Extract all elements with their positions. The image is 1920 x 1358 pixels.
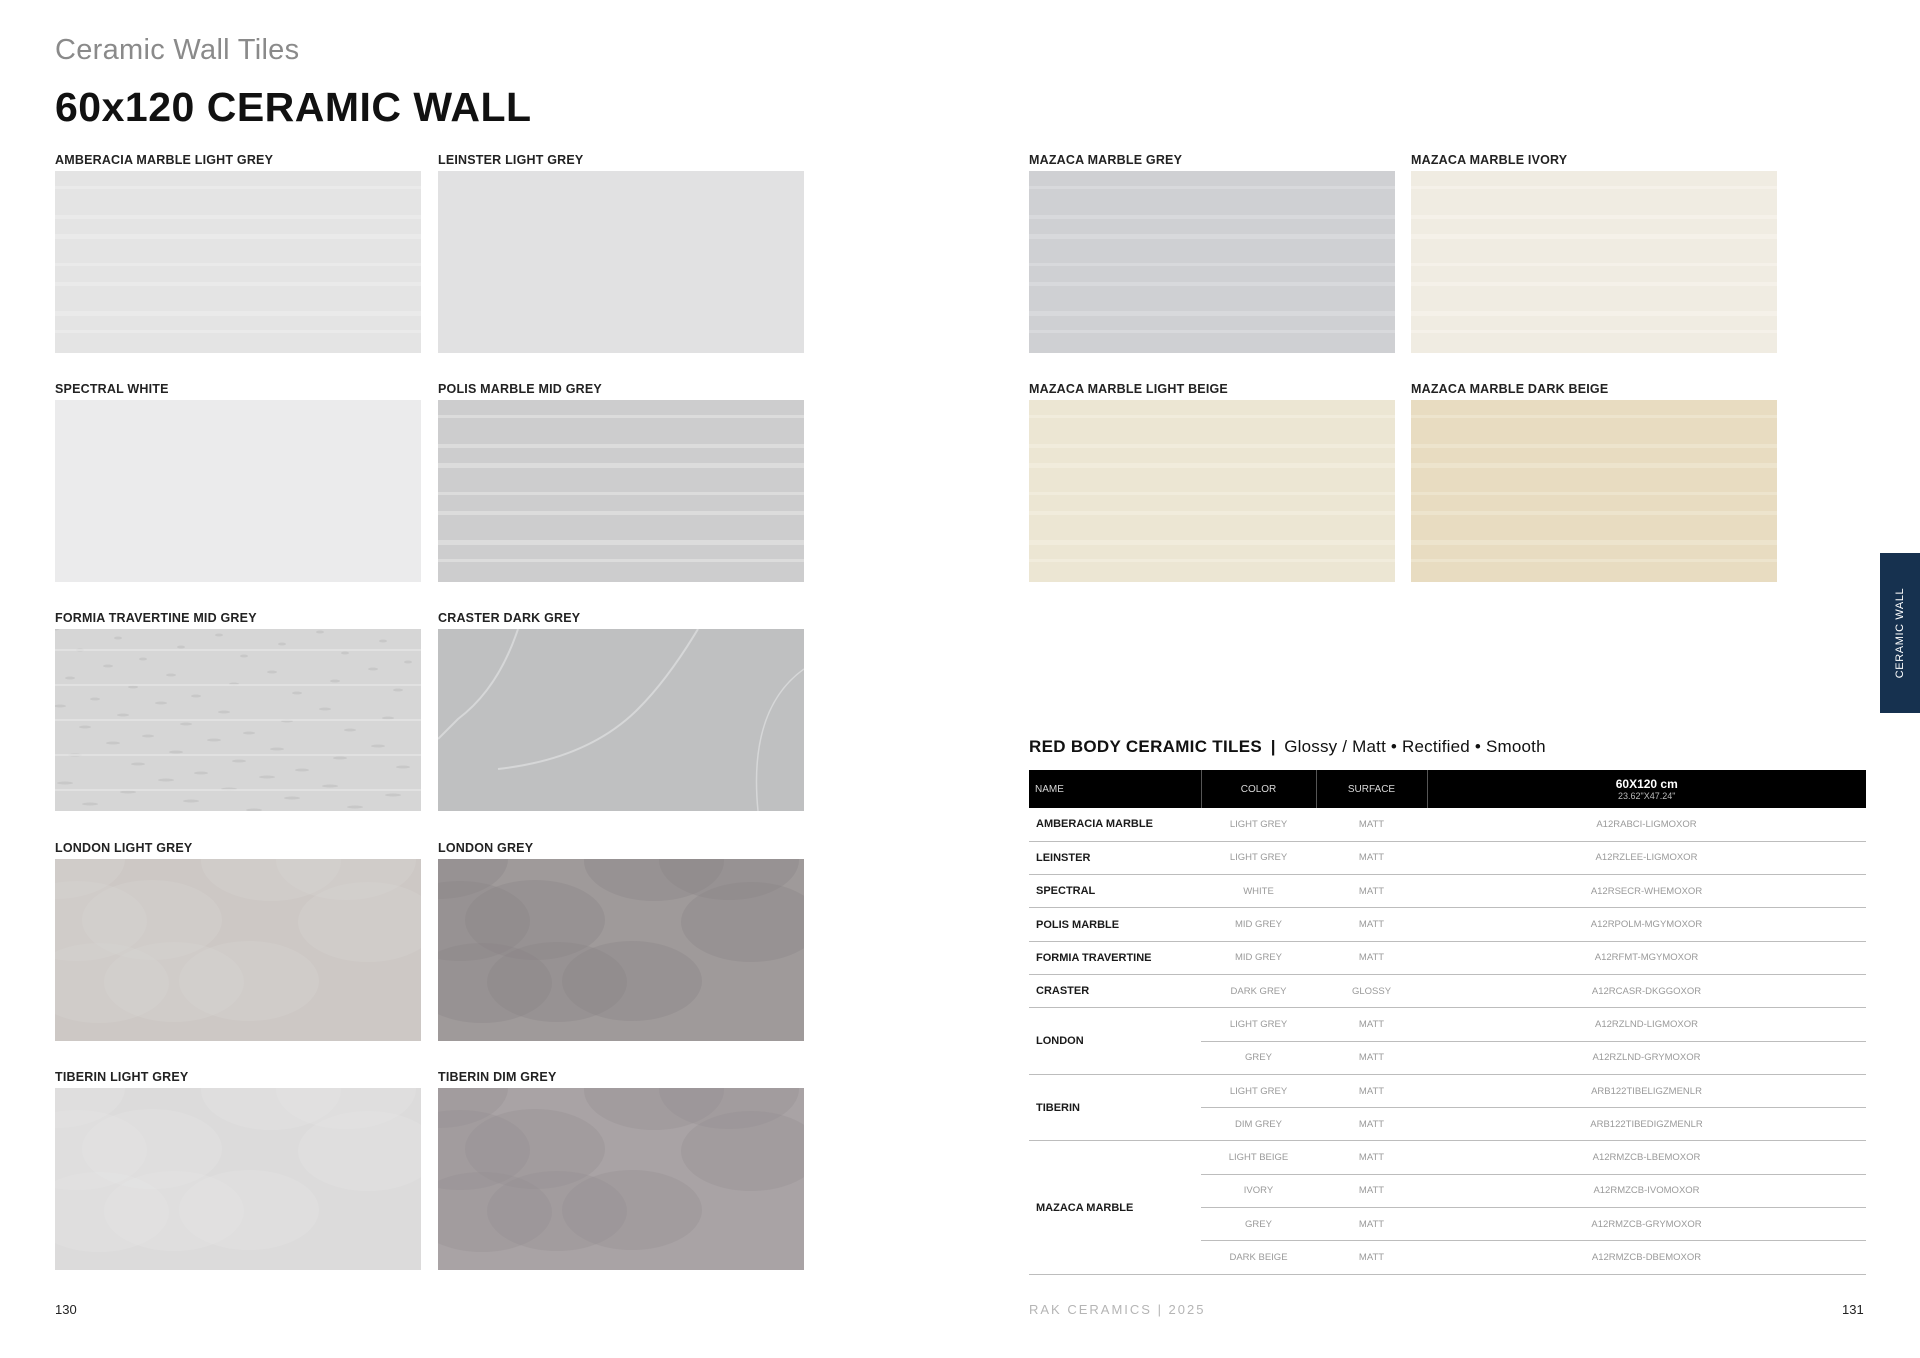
cell-color: DIM GREY <box>1201 1108 1316 1141</box>
header-name: NAME <box>1029 770 1201 808</box>
cell-surface: GLOSSY <box>1316 974 1427 1007</box>
tile-label: CRASTER DARK GREY <box>438 611 581 625</box>
tile-card <box>55 382 421 582</box>
tile-swatch <box>438 400 804 582</box>
cell-code: A12RPOLM-MGYMOXOR <box>1427 908 1866 941</box>
tile-card <box>55 611 421 811</box>
cell-color: WHITE <box>1201 875 1316 908</box>
cell-surface: MATT <box>1316 1241 1427 1274</box>
cell-surface: MATT <box>1316 875 1427 908</box>
cell-name: CRASTER <box>1029 974 1201 1007</box>
cell-code: A12RABCI-LIGMOXOR <box>1427 808 1866 841</box>
table-row <box>1029 941 1866 974</box>
cell-code: A12RMZCB-GRYMOXOR <box>1427 1208 1866 1241</box>
cell-surface: MATT <box>1316 1008 1427 1041</box>
table-heading-separator: | <box>1270 737 1276 756</box>
tile-swatch <box>438 1088 804 1270</box>
cell-name: MAZACA MARBLE <box>1029 1141 1201 1274</box>
side-tab[interactable] <box>1880 553 1920 713</box>
table-heading <box>1029 737 1546 757</box>
section-subtitle: Ceramic Wall Tiles <box>55 34 300 66</box>
cell-name: LEINSTER <box>1029 841 1201 874</box>
cell-color: MID GREY <box>1201 941 1316 974</box>
tile-label: LONDON GREY <box>438 841 534 855</box>
header-color: COLOR <box>1201 770 1316 808</box>
table-header-row <box>1029 770 1866 808</box>
cell-name: LONDON <box>1029 1008 1201 1075</box>
tile-swatch <box>1411 171 1777 353</box>
cell-code: A12RZLND-GRYMOXOR <box>1427 1041 1866 1074</box>
table-row <box>1029 808 1866 841</box>
tile-swatch <box>55 400 421 582</box>
cell-color: LIGHT GREY <box>1201 808 1316 841</box>
cell-color: GREY <box>1201 1208 1316 1241</box>
cell-code: A12RMZCB-DBEMOXOR <box>1427 1241 1866 1274</box>
cell-color: LIGHT BEIGE <box>1201 1141 1316 1174</box>
tile-label: LEINSTER LIGHT GREY <box>438 153 584 167</box>
tile-swatch <box>438 171 804 353</box>
tile-card <box>1411 382 1777 582</box>
spec-table <box>1029 770 1866 1275</box>
tile-label: MAZACA MARBLE LIGHT BEIGE <box>1029 382 1228 396</box>
cell-surface: MATT <box>1316 1174 1427 1207</box>
table-heading-finish: Glossy / Matt • Rectified • Smooth <box>1284 737 1546 756</box>
tile-label: FORMIA TRAVERTINE MID GREY <box>55 611 257 625</box>
cell-code: A12RZLEE-LIGMOXOR <box>1427 841 1866 874</box>
cell-color: DARK BEIGE <box>1201 1241 1316 1274</box>
page-number-right: 131 <box>1842 1302 1864 1317</box>
cell-surface: MATT <box>1316 1074 1427 1107</box>
tile-swatch <box>438 629 804 811</box>
cell-code: A12RMZCB-LBEMOXOR <box>1427 1141 1866 1174</box>
cell-color: LIGHT GREY <box>1201 1008 1316 1041</box>
tile-card <box>55 153 421 353</box>
tile-swatch <box>55 859 421 1041</box>
cell-code: A12RCASR-DKGGOXOR <box>1427 974 1866 1007</box>
tile-card <box>55 841 421 1041</box>
side-tab-label: CERAMIC WALL <box>1894 587 1906 679</box>
cell-code: A12RSECR-WHEMOXOR <box>1427 875 1866 908</box>
cell-surface: MATT <box>1316 1108 1427 1141</box>
cell-surface: MATT <box>1316 908 1427 941</box>
table-row <box>1029 908 1866 941</box>
cell-surface: MATT <box>1316 841 1427 874</box>
page-number-left: 130 <box>55 1302 77 1317</box>
tile-card <box>438 1070 804 1270</box>
cell-color: LIGHT GREY <box>1201 1074 1316 1107</box>
header-size-imperial: 23.62"X47.24" <box>1618 791 1676 801</box>
cell-code: A12RZLND-LIGMOXOR <box>1427 1008 1866 1041</box>
cell-color: MID GREY <box>1201 908 1316 941</box>
cell-code: ARB122TIBEDIGZMENLR <box>1427 1108 1866 1141</box>
cell-color: IVORY <box>1201 1174 1316 1207</box>
table-row <box>1029 1141 1866 1174</box>
cell-name: FORMIA TRAVERTINE <box>1029 941 1201 974</box>
cell-name: SPECTRAL <box>1029 875 1201 908</box>
cell-surface: MATT <box>1316 1141 1427 1174</box>
cell-surface: MATT <box>1316 808 1427 841</box>
tile-card <box>1029 382 1395 582</box>
cell-surface: MATT <box>1316 941 1427 974</box>
cell-surface: MATT <box>1316 1041 1427 1074</box>
table-row <box>1029 1008 1866 1041</box>
cell-code: A12RMZCB-IVOMOXOR <box>1427 1174 1866 1207</box>
tile-label: LONDON LIGHT GREY <box>55 841 193 855</box>
tile-card <box>438 611 804 811</box>
tile-card <box>55 1070 421 1270</box>
header-size <box>1427 770 1866 808</box>
cell-surface: MATT <box>1316 1208 1427 1241</box>
tile-swatch <box>55 1088 421 1270</box>
tile-card <box>1411 153 1777 353</box>
tile-swatch <box>55 171 421 353</box>
tile-label: SPECTRAL WHITE <box>55 382 169 396</box>
tile-card <box>1029 153 1395 353</box>
table-row <box>1029 1074 1866 1107</box>
tile-label: MAZACA MARBLE IVORY <box>1411 153 1568 167</box>
tile-label: POLIS MARBLE MID GREY <box>438 382 602 396</box>
tile-swatch <box>438 859 804 1041</box>
table-row <box>1029 841 1866 874</box>
page-title: 60x120 CERAMIC WALL <box>55 84 532 130</box>
tile-label: MAZACA MARBLE GREY <box>1029 153 1183 167</box>
cell-name: AMBERACIA MARBLE <box>1029 808 1201 841</box>
tile-label: TIBERIN LIGHT GREY <box>55 1070 189 1084</box>
cell-name: TIBERIN <box>1029 1074 1201 1141</box>
table-row <box>1029 875 1866 908</box>
table-row <box>1029 974 1866 1007</box>
header-size-metric: 60X120 cm <box>1615 777 1678 791</box>
tile-card <box>438 153 804 353</box>
tile-card <box>438 382 804 582</box>
tile-swatch <box>1411 400 1777 582</box>
tile-label: TIBERIN DIM GREY <box>438 1070 557 1084</box>
tile-card <box>438 841 804 1041</box>
table-body <box>1029 808 1866 1274</box>
tile-label: AMBERACIA MARBLE LIGHT GREY <box>55 153 274 167</box>
cell-color: DARK GREY <box>1201 974 1316 1007</box>
cell-code: A12RFMT-MGYMOXOR <box>1427 941 1866 974</box>
cell-color: GREY <box>1201 1041 1316 1074</box>
tile-label: MAZACA MARBLE DARK BEIGE <box>1411 382 1609 396</box>
tile-swatch <box>1029 171 1395 353</box>
tile-swatch <box>55 629 421 811</box>
cell-code: ARB122TIBELIGZMENLR <box>1427 1074 1866 1107</box>
table-heading-bold: RED BODY CERAMIC TILES <box>1029 737 1262 756</box>
tile-swatch <box>1029 400 1395 582</box>
footer-brand: RAK CERAMICS | 2025 <box>1029 1302 1206 1317</box>
cell-color: LIGHT GREY <box>1201 841 1316 874</box>
header-surface: SURFACE <box>1316 770 1427 808</box>
cell-name: POLIS MARBLE <box>1029 908 1201 941</box>
